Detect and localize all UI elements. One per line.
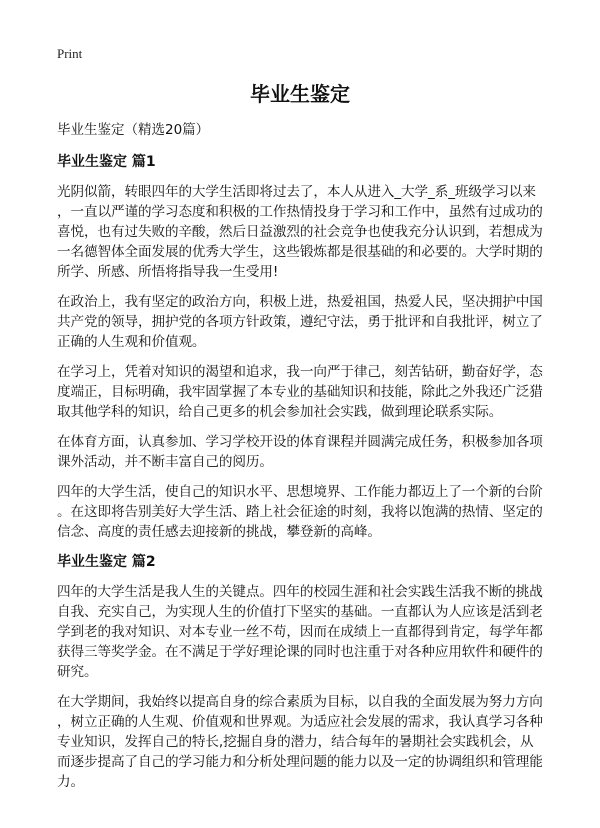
paragraph-line: 取其他学科的知识，给自己更多的机会参加社会实践，做到理论联系实际。	[57, 404, 503, 420]
paragraph	[57, 292, 557, 352]
paragraph	[57, 362, 557, 422]
paragraph-line: 四年的大学生活是我人生的关键点。四年的校园生涯和社会实践生活我不断的挑战	[57, 584, 543, 600]
section-heading: 毕业生鉴定 篇2	[57, 554, 156, 570]
paragraph-line: 在大学期间，我始终以提高自身的综合素质为目标，以自我的全面发展为努力方向	[57, 694, 543, 710]
paragraph-line: 喜悦，也有过失败的辛酸，然后日益激烈的社会竞争也使我充分认识到，若想成为	[57, 224, 543, 240]
print-link[interactable]: Print	[57, 46, 83, 61]
paragraph-line: 正确的人生观和价值观。	[57, 334, 206, 350]
paragraph-line: 自我、充实自己，为实现人生的价值打下坚实的基础。一直都认为人应该是活到老	[57, 604, 543, 620]
paragraph-line: 信念、高度的责任感去迎接新的挑战，攀登新的高峰。	[57, 524, 381, 540]
document-subtitle: 毕业生鉴定（精选20篇）	[57, 122, 210, 138]
paragraph	[57, 182, 557, 282]
document-body	[57, 120, 557, 802]
section	[57, 152, 557, 542]
paragraph	[57, 692, 557, 792]
paragraph-line: 在学习上，凭着对知识的渴望和追求，我一向严于律己，刻苦钻研，勤奋好学，态	[57, 364, 543, 380]
paragraph-line: ，树立正确的人生观、价值观和世界观。为适应社会发展的需求，我认真学习各种	[57, 714, 543, 730]
paragraph-line: 一名德智体全面发展的优秀大学生，这些锻炼都是很基础的和必要的。大学时期的	[57, 244, 543, 260]
paragraph-line: 共产党的领导，拥护党的各项方针政策，遵纪守法，勇于批评和自我批评，树立了	[57, 314, 543, 330]
paragraph-line: 课外活动，并不断丰富自己的阅历。	[57, 454, 273, 470]
paragraph-line: 度端正，目标明确，我牢固掌握了本专业的基础知识和技能，除此之外我还广泛猎	[57, 384, 543, 400]
paragraph-line: 四年的大学生活，使自己的知识水平、思想境界、工作能力都迈上了一个新的台阶	[57, 484, 543, 500]
paragraph-line: 力。	[57, 774, 84, 790]
paragraph	[57, 482, 557, 542]
sections	[57, 152, 557, 792]
paragraph-line: 学到老的我对知识、对本专业一丝不苟，因而在成绩上一直都得到肯定，每学年都	[57, 624, 543, 640]
paragraph-line: 获得三等奖学金。在不满足于学好理论课的同时也注重于对各种应用软件和硬件的	[57, 644, 543, 660]
paragraph-line: 所学、所感、所悟将指导我一生受用!	[57, 264, 279, 280]
paragraph-line: ，一直以严谨的学习态度和积极的工作热情投身于学习和工作中，虽然有过成功的	[57, 204, 543, 220]
section	[57, 552, 557, 792]
paragraph	[57, 432, 557, 472]
paragraph	[57, 582, 557, 682]
paragraph-line: 在政治上，我有坚定的政治方向，积极上进，热爱祖国，热爱人民，坚决拥护中国	[57, 294, 543, 310]
paragraph-line: 在体育方面，认真参加、学习学校开设的体育课程并圆满完成任务，积极参加各项	[57, 434, 543, 450]
page-title: 毕业生鉴定	[250, 82, 350, 106]
paragraph-line: 光阴似箭，转眼四年的大学生活即将过去了，本人从进入_大学_系_班级学习以来	[57, 184, 536, 200]
paragraph-line: 而逐步提高了自己的学习能力和分析处理问题的能力以及一定的协调组织和管理能	[57, 754, 543, 770]
paragraph-line: 研究。	[57, 664, 98, 680]
section-heading: 毕业生鉴定 篇1	[57, 154, 156, 170]
paragraph-line: 专业知识，发挥自己的特长,挖掘自身的潜力，结合每年的暑期社会实践机会，从	[57, 734, 534, 750]
paragraph-line: 。在这即将告别美好大学生活、踏上社会征途的时刻，我将以饱满的热情、坚定的	[57, 504, 543, 520]
